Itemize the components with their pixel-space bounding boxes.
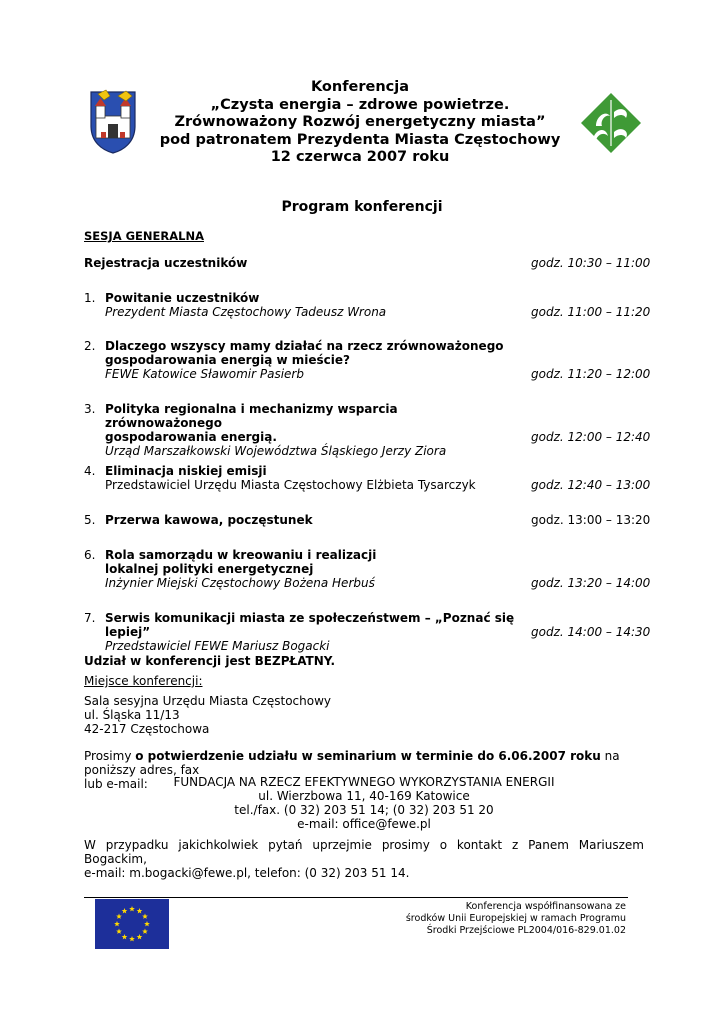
header-line-1: Konferencja — [310, 79, 410, 95]
venue-line: ul. Śląska 11/13 — [84, 708, 180, 722]
agenda-item — [84, 339, 514, 381]
registration-label: Rejestracja uczestników — [84, 256, 248, 270]
venue-address — [84, 694, 331, 736]
agenda-item — [84, 291, 514, 319]
venue-line: Sala sesyjna Urzędu Miasta Częstochowy — [84, 694, 331, 708]
item-time: godz. 13:00 – 13:20 — [531, 513, 651, 527]
item-time: godz. 12:40 – 13:00 — [531, 478, 651, 492]
item-time: godz. 14:00 – 14:30 — [531, 625, 651, 639]
program-title: Program konferencji — [281, 199, 443, 215]
header-line-2: „Czysta energia – zdrowe powietrze. — [210, 96, 510, 113]
agenda-item — [84, 548, 514, 590]
cofinancing-note — [406, 901, 626, 937]
item-title-cont: gospodarowania energią w mieście? — [105, 353, 350, 367]
confirm-text-3: na poniższy adres, fax — [84, 749, 620, 777]
contact-line-2: e-mail: m.bogacki@fewe.pl, telefon: (0 32) 203 51 14. — [84, 866, 410, 880]
item-time: godz. 12:00 – 12:40 — [531, 430, 651, 444]
venue-line: 42-217 Częstochowa — [84, 722, 210, 736]
item-time: godz. 13:20 – 14:00 — [531, 576, 651, 590]
confirm-text-line2: lub e-mail: — [84, 777, 148, 791]
agenda-item — [84, 402, 514, 458]
item-number: 4. — [84, 464, 96, 478]
item-title: Serwis komunikacji miasta ze społeczeństwem – „Poznać się lepiej” — [105, 611, 515, 639]
item-title: Eliminacja niskiej emisji — [105, 464, 267, 478]
address-line: ul. Wierzbowa 11, 40-169 Katowice — [258, 789, 470, 803]
footer-line: Konferencja współfinansowana ze — [465, 901, 626, 912]
item-number: 1. — [84, 291, 96, 305]
footer-line: Środki Przejściowe PL2004/016-829.01.02 — [426, 925, 626, 936]
address-line: FUNDACJA NA RZECZ EFEKTYWNEGO WYKORZYSTANIA ENERGII — [173, 775, 555, 789]
item-title-cont: lokalnej polityki energetycznej — [105, 562, 314, 576]
header-line-5: 12 czerwca 2007 roku — [270, 149, 450, 165]
item-speaker: Przedstawiciel Urzędu Miasta Częstochowy Elżbieta Tysarczyk — [105, 478, 476, 492]
venue-label: Miejsce konferencji: — [84, 674, 203, 688]
address-email[interactable]: e-mail: office@fewe.pl — [297, 817, 431, 831]
registration-time: godz. 10:30 – 11:00 — [531, 256, 651, 270]
header-line-3: Zrównoważony Rozwój energetyczny miasta” — [174, 114, 546, 130]
item-speaker: Urząd Marszałkowski Województwa Śląskiego Jerzy Ziora — [105, 444, 447, 458]
item-time: godz. 11:00 – 11:20 — [531, 305, 651, 319]
item-speaker: Przedstawiciel FEWE Mariusz Bogacki — [105, 639, 330, 653]
item-number: 2. — [84, 339, 96, 353]
item-speaker: Prezydent Miasta Częstochowy Tadeusz Wrona — [105, 305, 387, 319]
item-speaker: FEWE Katowice Sławomir Pasierb — [105, 367, 304, 381]
agenda-item — [84, 611, 524, 653]
item-title: Dlaczego wszyscy mamy działać na rzecz zrównoważonego — [105, 339, 504, 353]
item-speaker: Inżynier Miejski Częstochowy Bożena Herbuś — [105, 576, 375, 590]
item-time: godz. 11:20 – 12:00 — [531, 367, 651, 381]
agenda-item — [84, 464, 514, 492]
item-number: 7. — [84, 611, 96, 625]
item-title: Przerwa kawowa, poczęstunek — [105, 513, 313, 527]
session-label: SESJA GENERALNA — [84, 229, 204, 243]
footer-divider — [84, 897, 628, 898]
fewe-logo — [580, 92, 642, 154]
item-number: 6. — [84, 548, 96, 562]
contact-info — [84, 838, 644, 880]
contact-line-1: W przypadku jakichkolwiek pytań uprzejmie prosimy o kontakt z Panem Mariuszem Bogackim, — [84, 838, 644, 866]
item-title: Polityka regionalna i mechanizmy wsparcia zrównoważonego — [105, 402, 398, 430]
agenda-item — [84, 513, 514, 527]
address-line: tel./fax. (0 32) 203 51 14; (0 32) 203 51 20 — [234, 803, 494, 817]
confirm-deadline: o potwierdzenie udziału w seminarium w terminie do 6.06.2007 roku — [135, 749, 601, 763]
eu-flag-icon — [95, 899, 169, 949]
item-title-cont: gospodarowania energią. — [105, 430, 277, 444]
footer-line: środków Unii Europejskiej w ramach Programu — [405, 913, 626, 924]
free-participation-note: Udział w konferencji jest BEZPŁATNY. — [84, 654, 336, 668]
item-title: Rola samorządu w kreowaniu i realizacji — [105, 548, 377, 562]
city-crest-logo — [88, 88, 138, 154]
item-title: Powitanie uczestników — [105, 291, 260, 305]
header-line-4: pod patronatem Prezydenta Miasta Częstochowy — [159, 131, 561, 148]
foundation-address — [84, 775, 644, 831]
conference-header — [150, 79, 570, 167]
item-number: 5. — [84, 513, 96, 527]
item-number: 3. — [84, 402, 96, 416]
confirm-text-1: Prosimy — [84, 749, 136, 763]
